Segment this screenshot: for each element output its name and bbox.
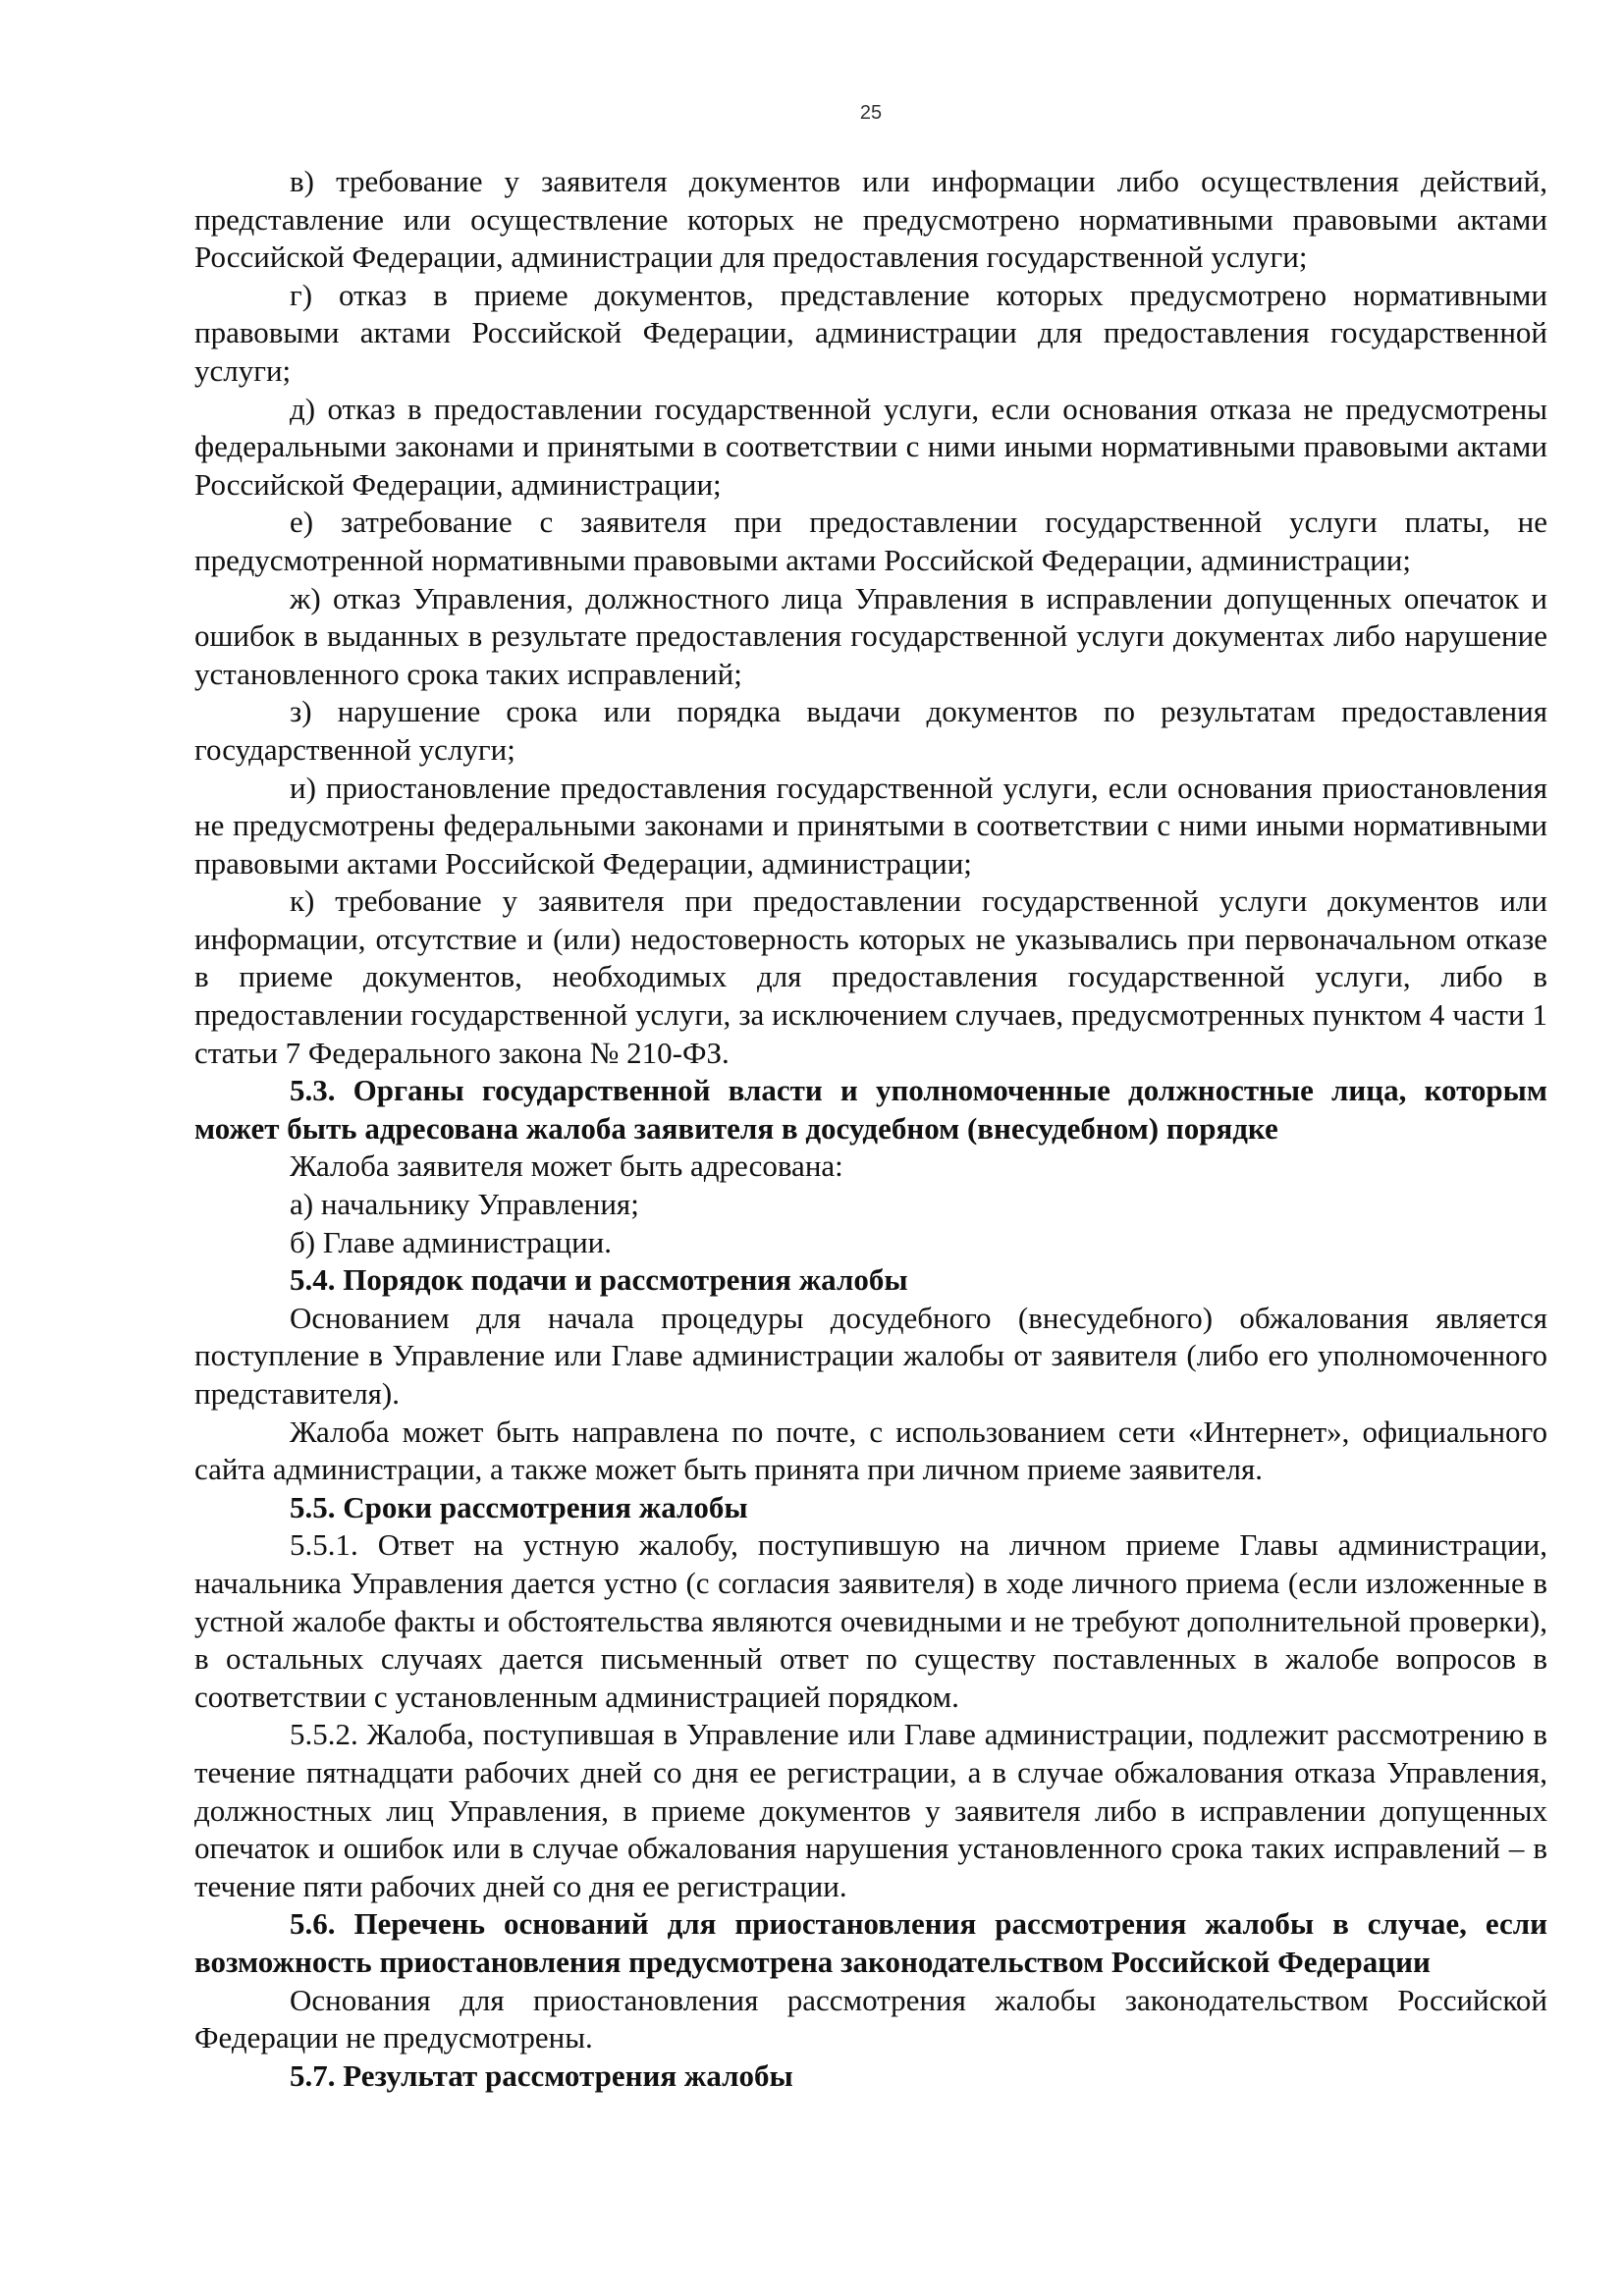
- paragraph-item-zh: ж) отказ Управления, должностного лица Управления в исправлении допущенных опечаток и ошибок в выданных в результате предоставления государственной услуги документах либо нарушение установленного срока таких исправлений;: [194, 580, 1547, 691]
- paragraph-item-k: к) требование у заявителя при предоставлении государственной услуги документов или информации, отсутствие и (или) недостоверность которых не указывались при первоначальном отказе в приеме документов, необходимых для предоставления государственной услуги, либо в предоставлении государственной услуги, за исключением случаев, предусмотренных пунктом 4 части 1 статьи 7 Федерального закона № 210-ФЗ.: [194, 883, 1547, 1070]
- section-heading-5-7: 5.7. Результат рассмотрения жалобы: [290, 2057, 793, 2093]
- document-body: [194, 163, 1547, 2095]
- paragraph-submission-methods: Жалоба может быть направлена по почте, с использованием сети «Интернет», официального сайта администрации, а также может быть принята при личном приеме заявителя.: [194, 1414, 1547, 1487]
- section-heading-5-3: 5.3. Органы государственной власти и уполномоченные должностные лица, которым может быть адресована жалоба заявителя в досудебном (внесудебном) порядке: [194, 1073, 1547, 1146]
- page-number: 25: [859, 102, 883, 124]
- paragraph-grounds: Основанием для начала процедуры досудебного (внесудебного) обжалования является поступление в Управление или Главе администрации жалобы от заявителя (либо его уполномоченного представителя).: [194, 1300, 1547, 1411]
- paragraph-addressee-a: а) начальнику Управления;: [290, 1187, 639, 1222]
- paragraph-item-e: е) затребование с заявителя при предоставлении государственной услуги платы, не предусмотренной нормативными правовыми актами Российской Федерации, администрации;: [194, 505, 1547, 577]
- paragraph-item-z: з) нарушение срока или порядка выдачи документов по результатам предоставления государственной услуги;: [194, 694, 1547, 767]
- section-heading-5-5: 5.5. Сроки рассмотрения жалобы: [290, 1489, 748, 1524]
- paragraph-5-5-1: 5.5.1. Ответ на устную жалобу, поступившую на личном приеме Главы администрации, начальника Управления дается устно (с согласия заявителя) в ходе личного приема (если изложенные в устной жалобе факты и обстоятельства являются очевидными и не требуют дополнительной проверки), в остальных случаях дается письменный ответ по существу поставленных в жалобе вопросов в соответствии с установленным администрацией порядком.: [194, 1527, 1547, 1714]
- paragraph-complaint-addressees: Жалоба заявителя может быть адресована:: [290, 1148, 843, 1184]
- paragraph-item-g: г) отказ в приеме документов, представление которых предусмотрено нормативными правовыми актами Российской Федерации, администрации для предоставления государственной услуги;: [194, 277, 1547, 388]
- paragraph-addressee-b: б) Главе администрации.: [290, 1224, 613, 1259]
- section-heading-5-4: 5.4. Порядок подачи и рассмотрения жалобы: [290, 1262, 908, 1298]
- paragraph-item-i: и) приостановление предоставления государственной услуги, если основания приостановления не предусмотрены федеральными законами и принятыми в соответствии с ними иными нормативными правовыми актами Российской Федерации, администрации;: [194, 770, 1547, 881]
- paragraph-item-d: д) отказ в предоставлении государственной услуги, если основания отказа не предусмотрены федеральными законами и принятыми в соответствии с ними иными нормативными правовыми актами Российской Федерации, администрации;: [194, 391, 1547, 502]
- paragraph-item-v: в) требование у заявителя документов или информации либо осуществления действий, представление или осуществление которых не предусмотрено нормативными правовыми актами Российской Федерации, администрации для предоставления государственной услуги;: [194, 164, 1547, 275]
- paragraph-suspension-grounds: Основания для приостановления рассмотрения жалобы законодательством Российской Федерации не предусмотрены.: [194, 1982, 1547, 2056]
- section-heading-5-6: 5.6. Перечень оснований для приостановления рассмотрения жалобы в случае, если возможность приостановления предусмотрена законодательством Российской Федерации: [194, 1906, 1547, 1979]
- paragraph-5-5-2: 5.5.2. Жалоба, поступившая в Управление или Главе администрации, подлежит рассмотрению в течение пятнадцати рабочих дней со дня ее регистрации, а в случае обжалования отказа Управления, должностных лиц Управления, в приеме документов у заявителя либо в исправлении допущенных опечаток и ошибок или в случае обжалования нарушения установленного срока таких исправлений – в течение пяти рабочих дней со дня ее регистрации.: [194, 1717, 1547, 1903]
